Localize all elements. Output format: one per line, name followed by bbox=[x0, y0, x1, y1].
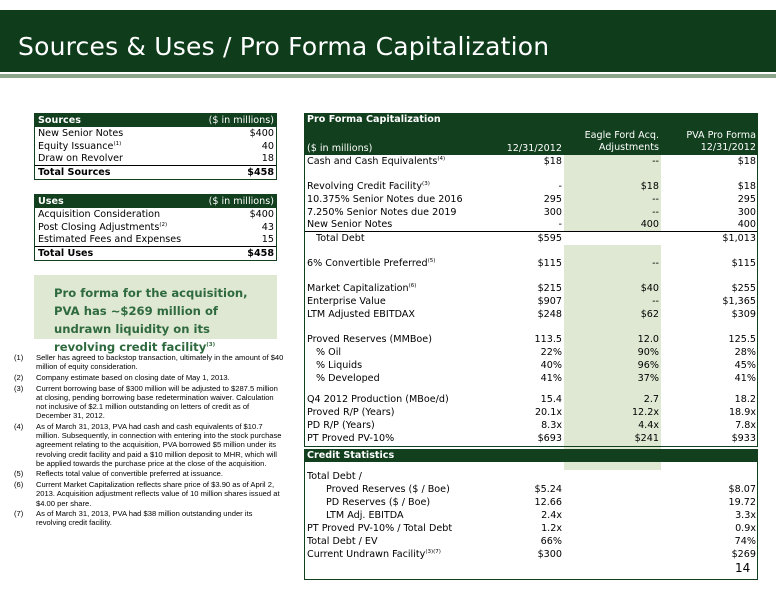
row-label: 10.375% Senior Notes due 2016 bbox=[307, 194, 463, 205]
table-row bbox=[304, 193, 758, 206]
footnote-item bbox=[14, 384, 284, 421]
row-label: Total Debt / EV bbox=[307, 536, 378, 547]
row-label: Q4 2012 Production (MBoe/d) bbox=[307, 394, 449, 405]
value-12-31-2012: 15.4 bbox=[540, 394, 562, 405]
footnote-number: (3) bbox=[14, 383, 24, 393]
footnote-text: Company estimate based on closing date of May 1, 2013. bbox=[36, 372, 230, 382]
total-value: $458 bbox=[247, 167, 274, 178]
uses-table bbox=[34, 194, 277, 261]
col-header-pro-forma: PVA Pro Forma 12/31/2012 bbox=[686, 130, 756, 153]
value-12-31-2012: $693 bbox=[537, 433, 562, 444]
value-12-31-2012: 1.2x bbox=[541, 523, 562, 534]
row-label: PT Proved PV-10% bbox=[307, 433, 395, 444]
row-label: New Senior Notes bbox=[38, 128, 124, 139]
row-label: % Oil bbox=[316, 347, 342, 358]
pro-forma-header: Pro Forma Capitalization bbox=[307, 114, 441, 125]
page-number: 14 bbox=[735, 561, 751, 575]
value-pro-forma: 295 bbox=[737, 194, 756, 205]
table-row bbox=[304, 509, 758, 522]
col-header-12-31-2012: 12/31/2012 bbox=[506, 143, 562, 154]
footnote-text: As of March 31, 2013, PVA had $38 million outstanding under its revolving credit facility. bbox=[36, 509, 253, 528]
footnote-ref: (2) bbox=[159, 221, 168, 228]
footnote-item bbox=[14, 422, 284, 468]
value-pro-forma: $8.07 bbox=[728, 484, 756, 495]
value-adjustments: 90% bbox=[564, 346, 661, 359]
footnote-number: (7) bbox=[14, 509, 24, 519]
table-row bbox=[304, 522, 758, 535]
callout-text: Pro forma for the acquisition, PVA has ~$269 million of undrawn liquidity on its revolving credit facility bbox=[54, 286, 248, 354]
row-label: Proved Reserves ($ / Boe) bbox=[326, 484, 450, 495]
value-12-31-2012: 40% bbox=[540, 360, 562, 371]
row-label: Equity Issuance bbox=[38, 141, 114, 152]
value-adjustments: -- bbox=[564, 193, 661, 206]
table-row bbox=[35, 153, 276, 166]
sources-unit: ($ in millions) bbox=[208, 115, 274, 126]
sources-total-row bbox=[35, 166, 276, 179]
value-adjustments: $18 bbox=[564, 180, 661, 193]
footnote-item bbox=[14, 353, 284, 371]
value-pro-forma: 74% bbox=[734, 536, 756, 547]
col-header-adjustments: Eagle Ford Acq. Adjustments bbox=[564, 130, 661, 155]
table-row bbox=[304, 406, 758, 419]
value-adjustments: 37% bbox=[564, 372, 661, 385]
sources-header-row bbox=[35, 114, 276, 127]
table-row-total-debt: Total Debt $595 $1,013 bbox=[316, 233, 756, 244]
row-value: 15 bbox=[261, 234, 274, 245]
footnote-text: Seller has agreed to backstop transaction, ultimately in the amount of $40 million of equity consideration. bbox=[36, 353, 284, 372]
value-pro-forma: 19.72 bbox=[728, 497, 756, 508]
uses-header-row bbox=[35, 195, 276, 208]
sources-table bbox=[34, 113, 277, 180]
value-adjustments: 12.2x bbox=[564, 406, 661, 419]
row-label: PD R/P (Years) bbox=[307, 420, 375, 431]
table-row bbox=[304, 393, 758, 406]
table-row bbox=[304, 548, 758, 561]
value-adjustments: 96% bbox=[564, 359, 661, 372]
reserve-rows bbox=[304, 333, 758, 445]
row-label: 7.250% Senior Notes due 2019 bbox=[307, 207, 457, 218]
table-row bbox=[304, 282, 758, 295]
table-row-convertible: 6% Convertible Preferred$^{(5)}$ $115 -- $115 bbox=[307, 257, 756, 269]
footnote-ref: (3) bbox=[422, 180, 430, 187]
table-row bbox=[304, 219, 758, 232]
unit-label: ($ in millions) bbox=[307, 143, 373, 154]
value-pro-forma: 28% bbox=[734, 347, 756, 358]
table-row bbox=[304, 372, 758, 385]
value-adjustments: -- bbox=[564, 295, 661, 308]
value-adjustments: 2.7 bbox=[564, 393, 661, 406]
footnote-item bbox=[14, 480, 284, 508]
footnote-number: (5) bbox=[14, 469, 24, 479]
footnote-number: (1) bbox=[14, 353, 24, 362]
row-value: 40 bbox=[261, 141, 274, 152]
table-row bbox=[304, 308, 758, 321]
value-adjustments: -- bbox=[564, 206, 661, 219]
title-bar bbox=[0, 10, 776, 72]
value-pro-forma: 400 bbox=[737, 219, 756, 230]
table-row bbox=[304, 180, 758, 193]
row-label: % Developed bbox=[316, 373, 380, 384]
value-12-31-2012: - bbox=[558, 219, 562, 230]
credit-rows bbox=[304, 462, 758, 561]
row-label: LTM Adjusted EBITDAX bbox=[307, 309, 415, 320]
row-label: % Liquids bbox=[316, 360, 363, 371]
uses-total-row bbox=[35, 247, 276, 260]
row-value: $400 bbox=[249, 128, 274, 139]
row-value: 43 bbox=[261, 222, 274, 233]
row-value: 18 bbox=[261, 153, 274, 164]
row-label: Revolving Credit Facility bbox=[307, 181, 423, 192]
table-row bbox=[304, 346, 758, 359]
value-adjustments: $241 bbox=[564, 432, 661, 445]
value-12-31-2012: 12.66 bbox=[534, 497, 562, 508]
table-row bbox=[304, 432, 758, 445]
table-row bbox=[304, 419, 758, 432]
table-row bbox=[304, 496, 758, 509]
credit-header-row bbox=[304, 449, 758, 462]
row-label: Proved Reserves (MMBoe) bbox=[307, 334, 432, 345]
footnote-ref: (1) bbox=[113, 140, 122, 147]
value-adjustments: 4.4x bbox=[564, 419, 661, 432]
table-row bbox=[35, 234, 276, 247]
row-label: Draw on Revolver bbox=[38, 153, 123, 164]
value-12-31-2012: $215 bbox=[537, 283, 562, 294]
value-12-31-2012: 300 bbox=[543, 207, 562, 218]
value-12-31-2012: - bbox=[558, 181, 562, 192]
credit-header: Credit Statistics bbox=[307, 450, 395, 461]
pro-forma-table bbox=[304, 113, 758, 457]
debt-rows bbox=[304, 180, 758, 232]
value-adjustments: $40 bbox=[564, 282, 661, 295]
row-label: Acquisition Consideration bbox=[38, 209, 161, 220]
value-pro-forma: $18 bbox=[737, 181, 756, 192]
table-row bbox=[304, 470, 758, 483]
pro-forma-header-row bbox=[304, 113, 758, 126]
total-label: Total Uses bbox=[38, 248, 94, 259]
value-pro-forma: $309 bbox=[731, 309, 756, 320]
total-label: Total Sources bbox=[38, 167, 111, 178]
footnote-number: (6) bbox=[14, 480, 24, 490]
value-pro-forma: 125.5 bbox=[728, 334, 756, 345]
value-12-31-2012: $248 bbox=[537, 309, 562, 320]
footnote-item bbox=[14, 373, 284, 382]
market-rows bbox=[304, 282, 758, 321]
value-pro-forma: 0.9x bbox=[735, 523, 756, 534]
row-label: LTM Adj. EBITDA bbox=[326, 510, 404, 521]
row-label: Post Closing Adjustments bbox=[38, 222, 160, 233]
value-pro-forma: 41% bbox=[734, 373, 756, 384]
value-12-31-2012: 41% bbox=[540, 373, 562, 384]
value-pro-forma: $933 bbox=[731, 433, 756, 444]
uses-header: Uses bbox=[38, 196, 64, 207]
footnote-text: Reflects total value of convertible preferred at issuance. bbox=[36, 469, 223, 479]
liquidity-callout bbox=[34, 275, 277, 354]
row-label: Market Capitalization bbox=[307, 283, 409, 294]
row-label: Enterprise Value bbox=[307, 296, 386, 307]
value-12-31-2012: $5.24 bbox=[534, 484, 562, 495]
value-12-31-2012: 20.1x bbox=[534, 407, 562, 418]
row-value: $400 bbox=[249, 209, 274, 220]
footnote-ref: (6) bbox=[408, 282, 417, 289]
table-row bbox=[304, 295, 758, 308]
table-row bbox=[35, 208, 276, 221]
column-header-row bbox=[304, 126, 758, 155]
value-adjustments: 400 bbox=[564, 218, 661, 231]
credit-statistics-table bbox=[304, 449, 758, 561]
value-12-31-2012: 66% bbox=[540, 536, 562, 547]
value-adjustments: $62 bbox=[564, 308, 661, 321]
value-12-31-2012: 8.3x bbox=[541, 420, 562, 431]
value-pro-forma: $255 bbox=[731, 283, 756, 294]
footnotes bbox=[14, 353, 284, 529]
uses-unit: ($ in millions) bbox=[208, 196, 274, 207]
footnote-item bbox=[14, 509, 284, 527]
footnote-text: Current Market Capitalization reflects share price of $3.90 as of April 2, 2013. Acquisition adjustment reflects value of 10 million shares issued at $4.00 per share. bbox=[36, 480, 280, 508]
title-rule bbox=[0, 74, 776, 78]
value-pro-forma: 18.2 bbox=[734, 394, 756, 405]
value-pro-forma: 300 bbox=[737, 207, 756, 218]
value-pro-forma: $1,365 bbox=[722, 296, 756, 307]
total-value: $458 bbox=[247, 248, 274, 259]
sources-header: Sources bbox=[38, 115, 81, 126]
value-pro-forma: 3.3x bbox=[735, 510, 756, 521]
table-row bbox=[35, 127, 276, 140]
value-12-31-2012: 295 bbox=[543, 194, 562, 205]
footnote-ref: (3) bbox=[206, 342, 216, 349]
row-label: PT Proved PV-10% / Total Debt bbox=[307, 523, 453, 534]
value-12-31-2012: $907 bbox=[537, 296, 562, 307]
value-12-31-2012: 113.5 bbox=[534, 334, 562, 345]
value-pro-forma: $269 bbox=[731, 549, 756, 560]
value-12-31-2012: 2.4x bbox=[541, 510, 562, 521]
value-pro-forma: 18.9x bbox=[728, 407, 756, 418]
row-label: Current Undrawn Facility bbox=[307, 549, 426, 560]
footnote-text: As of March 31, 2013, PVA had cash and cash equivalents of $10.7 million. Subsequently, in connection with entering into the stock purchase agreement relating to the acquisition, PVA borrowed $5 million under its revolving credit facility and paid a $10 million deposit to MHR, which will be applied towards the purchase price at the close of the acquisition. bbox=[36, 421, 282, 468]
row-label: Proved R/P (Years) bbox=[307, 407, 395, 418]
value-pro-forma: 7.8x bbox=[735, 420, 756, 431]
footnote-text: Current borrowing base of $300 million will be adjusted to $287.5 million at closing, pending borrowing base redetermination waiver. Calculation not inclusive of $2.1 million outstanding on letters of credit as of December 31, 2012. bbox=[36, 383, 278, 421]
footnote-number: (4) bbox=[14, 421, 24, 431]
table-row bbox=[304, 535, 758, 548]
row-label: PD Reserves ($ / Boe) bbox=[326, 497, 431, 508]
value-adjustments: 12.0 bbox=[564, 333, 661, 346]
value-12-31-2012: $300 bbox=[537, 549, 562, 560]
table-row bbox=[304, 333, 758, 346]
table-row bbox=[304, 359, 758, 372]
row-label: Total Debt / bbox=[307, 471, 362, 482]
value-12-31-2012: 22% bbox=[540, 347, 562, 358]
table-row bbox=[304, 483, 758, 496]
page-title: Sources & Uses / Pro Forma Capitalization bbox=[18, 32, 550, 61]
footnote-item bbox=[14, 469, 284, 478]
footnote-ref: (3)(7) bbox=[425, 548, 441, 555]
footnote-number: (2) bbox=[14, 372, 24, 382]
row-label: New Senior Notes bbox=[307, 219, 393, 230]
row-label: Estimated Fees and Expenses bbox=[38, 234, 182, 245]
value-pro-forma: 45% bbox=[734, 360, 756, 371]
table-row-cash: Cash and Cash Equivalents$^{(4)}$ $18 -- $18 bbox=[307, 155, 756, 167]
